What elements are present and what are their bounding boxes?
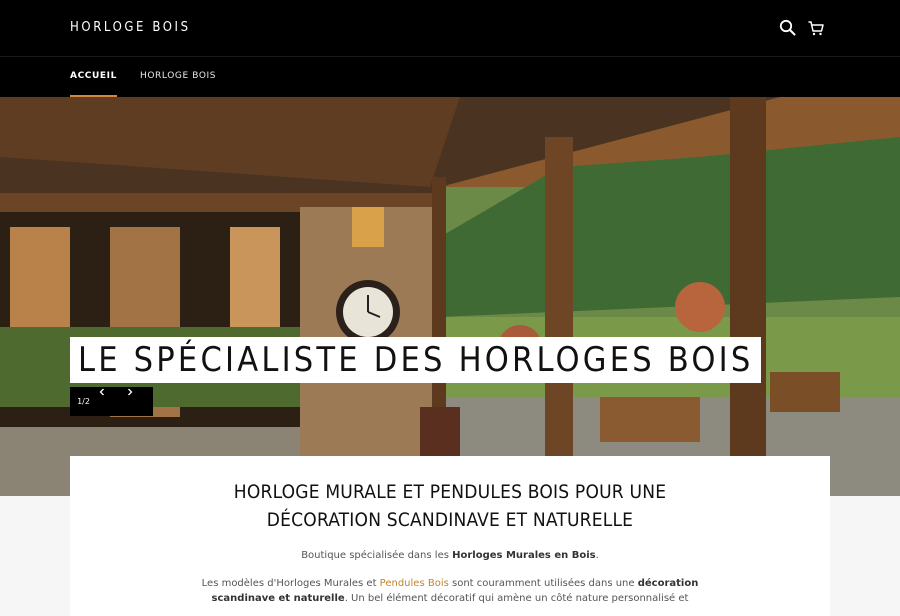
p2-text1: Les modèles d'Horloges Murales et bbox=[201, 578, 380, 589]
hero-title: LE SPÉCIALISTE DES HORLOGES BOIS bbox=[70, 337, 761, 383]
p1-prefix: Boutique spécialisée dans les bbox=[301, 550, 453, 561]
intro-heading bbox=[70, 478, 830, 534]
intro-paragraph-2 bbox=[70, 576, 830, 606]
slide-counter: 1/2 bbox=[70, 387, 97, 416]
intro-heading-line2: DÉCORATION SCANDINAVE ET NATURELLE bbox=[266, 509, 634, 531]
chevron-left-icon bbox=[97, 387, 107, 397]
pendules-bois-link[interactable]: Pendules Bois bbox=[379, 578, 449, 589]
site-logo[interactable]: HORLOGE BOIS bbox=[70, 20, 191, 35]
nav-item-accueil[interactable]: ACCUEIL bbox=[70, 71, 117, 81]
intro-heading-line1: HORLOGE MURALE ET PENDULES BOIS POUR UNE bbox=[233, 481, 667, 503]
p2-strong1: décoration bbox=[637, 578, 699, 589]
nav-item-horloge-bois[interactable]: HORLOGE BOIS bbox=[140, 71, 217, 81]
intro-paragraph-1 bbox=[70, 548, 830, 563]
slide-next-button[interactable] bbox=[125, 387, 153, 416]
hero-slideshow bbox=[0, 97, 900, 496]
intro-section bbox=[70, 456, 830, 616]
p1-strong: Horloges Murales en Bois bbox=[452, 550, 596, 561]
search-icon[interactable] bbox=[778, 18, 798, 38]
p1-suffix: . bbox=[595, 550, 599, 561]
p2-text3: . Un bel élément décoratif qui amène un côté nature personnalisé et bbox=[344, 593, 689, 604]
p2-text2: sont couramment utilisées dans une bbox=[448, 578, 638, 589]
p2-strong2: scandinave et naturelle bbox=[211, 593, 345, 604]
chevron-right-icon bbox=[125, 387, 135, 397]
cart-icon[interactable] bbox=[806, 18, 826, 38]
hero-image bbox=[0, 97, 900, 496]
site-header bbox=[0, 0, 900, 56]
slide-prev-button[interactable] bbox=[97, 387, 125, 416]
main-nav bbox=[0, 56, 900, 97]
